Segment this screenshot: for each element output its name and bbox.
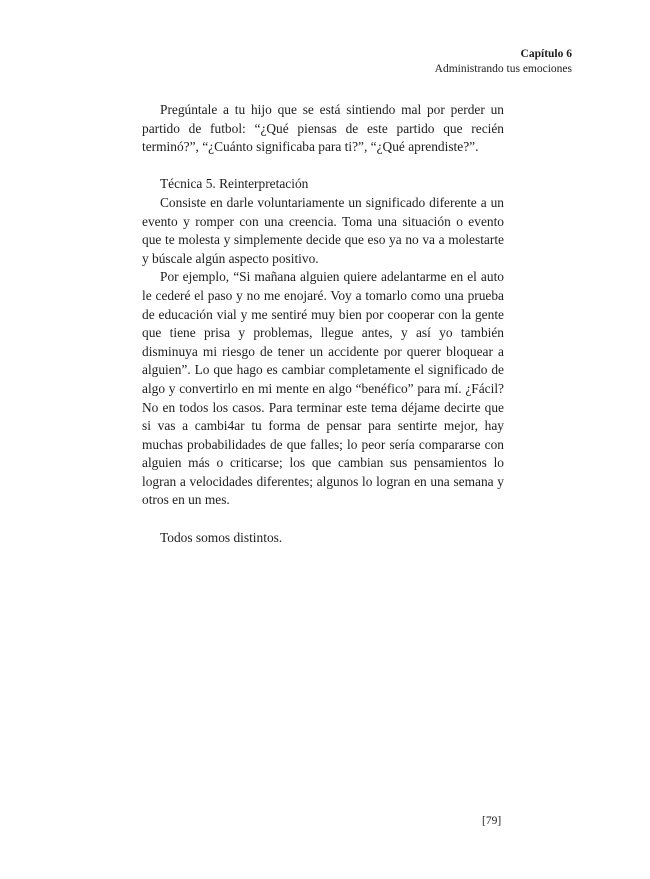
technique-heading: Técnica 5. Reinterpretación	[160, 176, 309, 192]
paragraph-definition: Consiste en darle voluntariamente un significado diferente a un evento y romper con una creencia. Toma una situación o evento que te molesta y simplemente decide que eso ya no va a molestarte y búscale algún aspecto positivo.	[142, 194, 504, 266]
page-body	[142, 101, 504, 547]
paragraph-example: Por ejemplo, “Si mañana alguien quiere adelantarme en el auto le cederé el paso y no me enojaré. Voy a tomarlo como una prueba de educación vial y me sentiré muy bien por cooperar con la gente que tiene prisa y problemas, llegue antes, y así yo también disminuya mi riesgo de tener un accidente por querer bloquear a alguien”. Lo que hago es cambiar completamente el significado de algo y convertirlo en mi mente en algo “benéfico” para mí. ¿Fácil? No en todos los casos. Para terminar este tema déjame decirte que si vas a cambi4ar tu forma de pensar para sentirte mejor, hay muchas probabilidades de que falles; lo peor sería compararse con alguien más o criticarse; los que cambian sus pensamientos lo logran a velocidades diferentes; algunos lo logran en una semana y otros en un mes.	[142, 269, 504, 508]
paragraph-closing: Todos somos distintos.	[160, 529, 283, 545]
page-number: [79]	[482, 815, 502, 827]
paragraph-spacer	[142, 510, 504, 529]
paragraph-spacer	[142, 157, 504, 176]
paragraph-question-example: Pregúntale a tu hijo que se está sintiendo mal por perder un partido de futbol: “¿Qué piensas de este partido que recién terminó?”, “¿Cuánto significaba para ti?”, “¿Qué aprendiste?”.	[142, 102, 504, 155]
running-header	[435, 47, 572, 77]
chapter-number: Capítulo 6	[520, 48, 572, 60]
chapter-title: Administrando tus emociones	[434, 63, 572, 75]
